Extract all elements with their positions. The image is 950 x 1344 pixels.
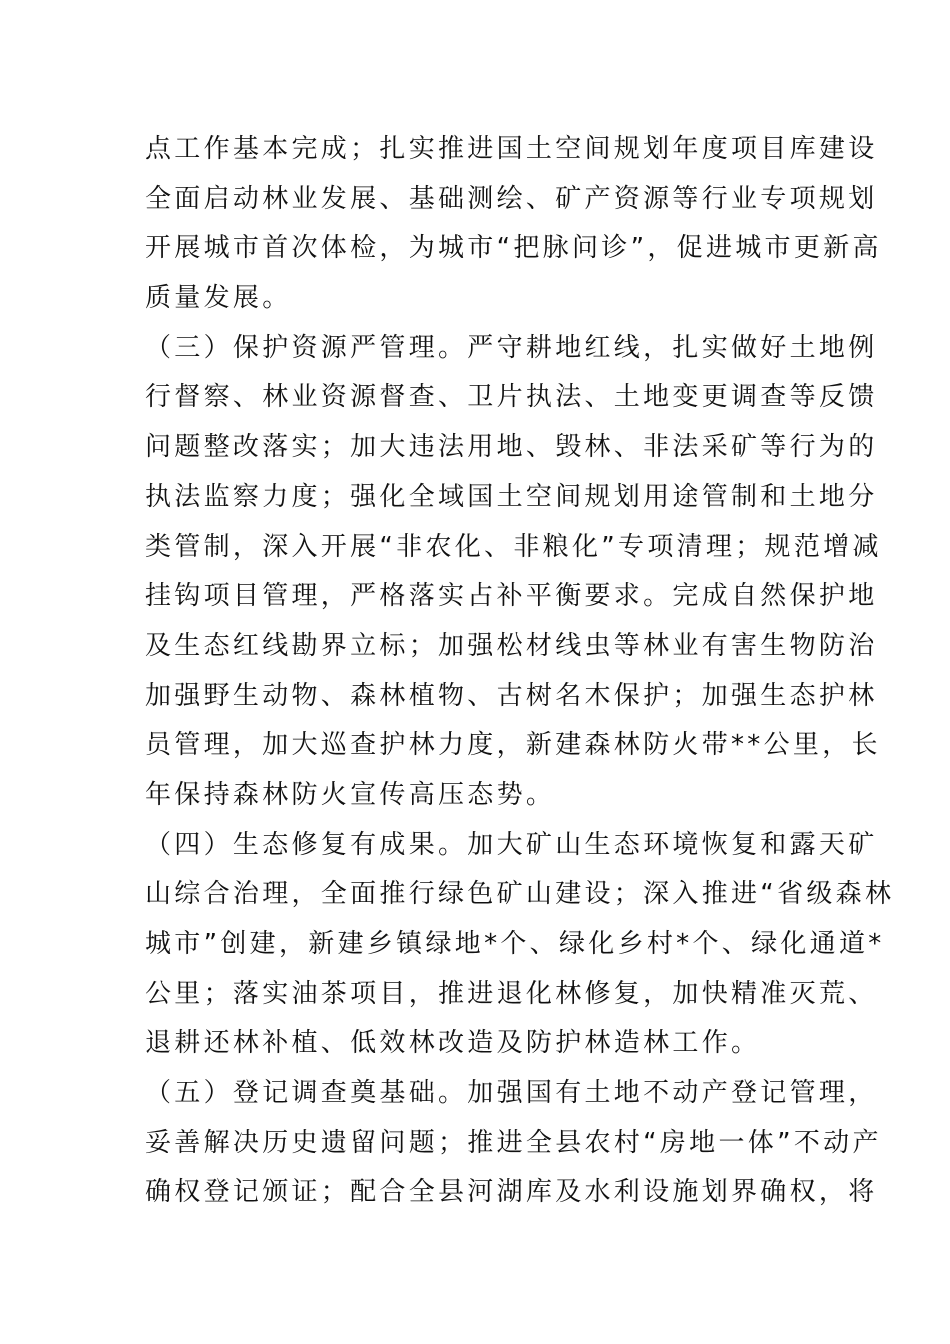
text-line: 确权登记颁证；配合全县河湖库及水利设施划界确权，将	[145, 1177, 878, 1208]
text-line: 全面启动林业发展、基础测绘、矿产资源等行业专项规划	[145, 183, 878, 214]
text-line: 退耕还林补植、低效林改造及防护林造林工作。	[145, 1028, 761, 1059]
text-line: 开展城市首次体检，为城市“把脉问诊”，促进城市更新高	[145, 233, 882, 264]
text-line: 问题整改落实；加大违法用地、毁林、非法采矿等行为的	[145, 432, 878, 463]
document-body	[145, 125, 895, 1218]
text-line: 及生态红线勘界立标；加强松材线虫等林业有害生物防治	[145, 630, 878, 661]
text-line: 执法监察力度；强化全域国土空间规划用途管制和土地分	[145, 481, 878, 512]
text-line: 公里；落实油茶项目，推进退化林修复，加快精准灭荒、	[145, 978, 878, 1009]
text-line: 妥善解决历史遗留问题；推进全县农村“房地一体”不动产	[145, 1127, 882, 1158]
section-heading-line: （五）登记调查奠基础。加强国有土地不动产登记管理，	[145, 1078, 878, 1109]
text-line: 点工作基本完成；扎实推进国土空间规划年度项目库建设	[145, 134, 878, 164]
section-heading-line: （三）保护资源严管理。严守耕地红线，扎实做好土地例	[145, 332, 878, 363]
text-line: 年保持森林防火宣传高压态势。	[145, 779, 556, 810]
text-line: 行督察、林业资源督查、卫片执法、土地变更调查等反馈	[145, 382, 878, 413]
text-line: 质量发展。	[145, 283, 292, 314]
text-line: 员管理，加大巡查护林力度，新建森林防火带**公里，长	[145, 730, 881, 761]
section-heading-line: （四）生态修复有成果。加大矿山生态环境恢复和露天矿	[145, 829, 878, 860]
text-line: 加强野生动物、森林植物、古树名木保护；加强生态护林	[145, 680, 878, 711]
text-line: 类管制，深入开展“非农化、非粮化”专项清理；规范增减	[145, 531, 882, 562]
text-line: 城市”创建，新建乡镇绿地*个、绿化乡村*个、绿化通道*	[145, 929, 885, 959]
text-line: 山综合治理，全面推行绿色矿山建设；深入推进“省级森林	[145, 879, 895, 910]
text-line: 挂钩项目管理，严格落实占补平衡要求。完成自然保护地	[145, 581, 878, 612]
